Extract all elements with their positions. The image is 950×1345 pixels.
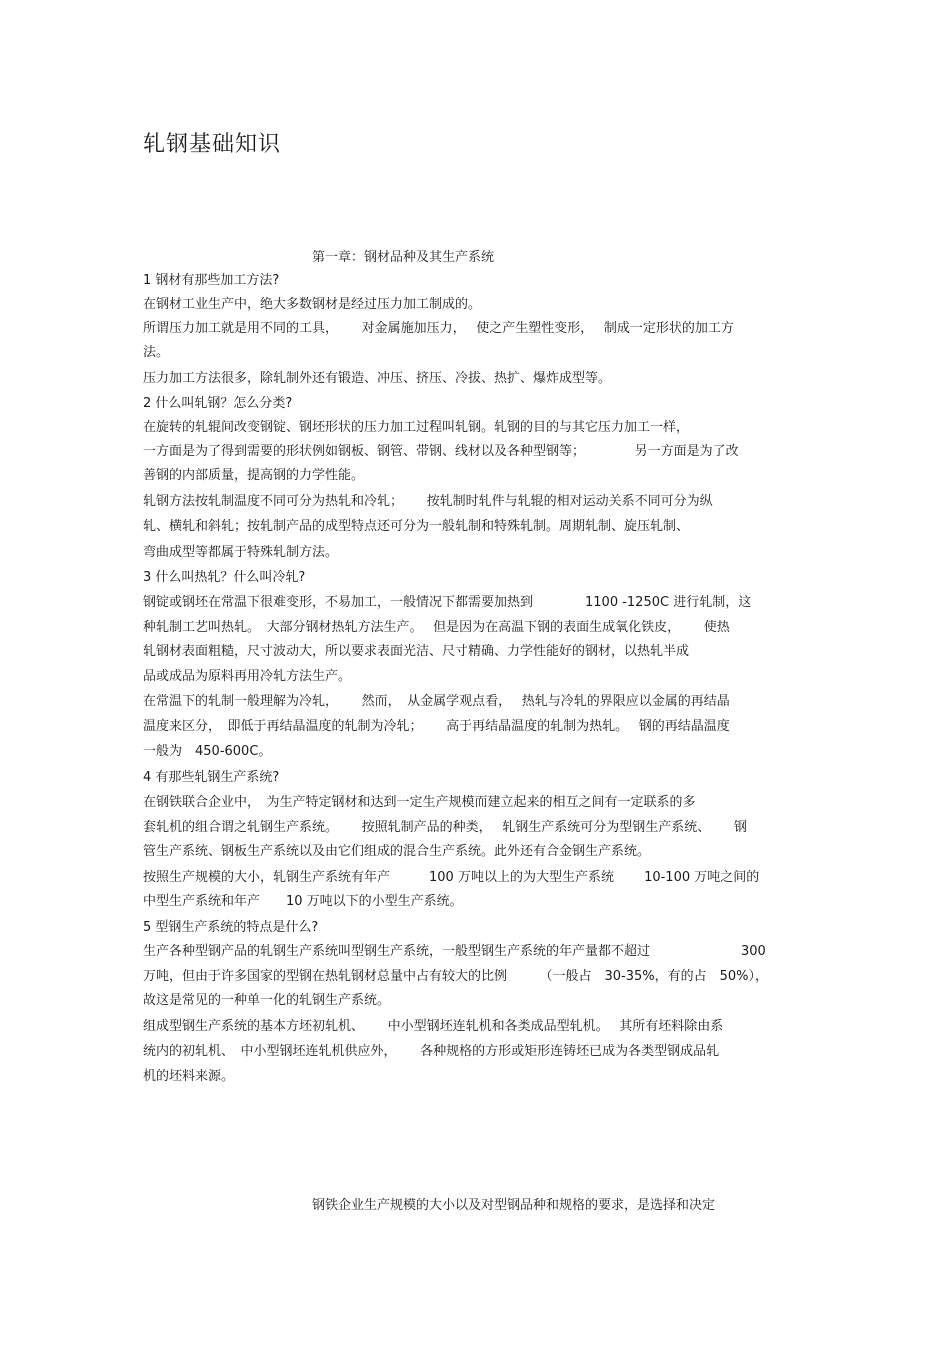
paragraph-line: 法。	[143, 345, 170, 360]
question-heading: 2 什么叫轧钢？怎么分类?	[143, 396, 293, 411]
paragraph-line: 在钢材工业生产中，绝大多数钢材是经过压力加工制成的。	[143, 297, 482, 312]
paragraph-line: 所谓压力加工就是用不同的工具， 对金属施加压力， 使之产生塑性变形， 制成一定形状的加工方	[143, 321, 734, 336]
question-heading: 1 钢材有那些加工方法?	[143, 273, 280, 288]
question-heading: 4 有那些轧钢生产系统?	[143, 770, 280, 785]
paragraph-line: 轧、横轧和斜轧；按轧制产品的成型特点还可分为一般轧制和特殊轧制。周期轧制、旋压轧制、	[143, 519, 690, 534]
paragraph-line: 生产各种型钢产品的轧钢生产系统叫型钢生产系统，一般型钢生产系统的年产量都不超过 300	[143, 944, 766, 959]
paragraph-line: 在钢铁联合企业中， 为生产特定钢材和达到一定生产规模而建立起来的相互之间有一定联系的多	[143, 795, 696, 810]
paragraph-line: 套轧机的组合谓之轧钢生产系统。 按照轧制产品的种类， 轧钢生产系统可分为型钢生产系统、 钢	[143, 820, 747, 835]
paragraph-line: 钢锭或钢坯在常温下很难变形，不易加工，一般情况下都需要加热到 1100 -1250C 进行轧制，这	[143, 595, 752, 610]
paragraph-line: 弯曲成型等都属于特殊轧制方法。	[143, 545, 339, 560]
paragraph-line: 统内的初轧机、 中小型钢坯连轧机供应外， 各种规格的方形或矩形连铸坯已成为各类型钢成品轧	[143, 1044, 720, 1059]
paragraph-line: 万吨，但由于许多国家的型钢在热轧钢材总量中占有较大的比例 （一般占 30-35%，有的占 50%），	[143, 969, 769, 984]
paragraph-line: 一方面是为了得到需要的形状例如钢板、钢管、带钢、线材以及各种型钢等； 另一方面是为了改	[143, 444, 739, 459]
document-title: 轧钢基础知识	[143, 132, 282, 157]
continuation-line: 钢铁企业生产规模的大小以及对型钢品种和规格的要求，是选择和决定	[312, 1198, 716, 1213]
paragraph-line: 品或成品为原料再用冷轧方法生产。	[143, 669, 352, 684]
paragraph-line: 温度来区分， 即低于再结晶温度的轧制为冷轧； 高于再结晶温度的轧制为热轧。 钢的再结晶温度	[143, 719, 730, 734]
chapter-heading: 第一章：钢材品种及其生产系统	[312, 250, 495, 265]
paragraph-line: 在旋转的轧辊间改变钢锭、钢坯形状的压力加工过程叫轧钢。轧钢的目的与其它压力加工一样，	[143, 420, 690, 435]
paragraph-line: 压力加工方法很多，除轧制外还有锻造、冲压、挤压、冷拔、热扩、爆炸成型等。	[143, 371, 612, 386]
question-heading: 5 型钢生产系统的特点是什么?	[143, 920, 319, 935]
paragraph-line: 组成型钢生产系统的基本方坯初轧机、 中小型钢坯连轧机和各类成品型轧机。 其所有坯料除由系	[143, 1019, 724, 1034]
paragraph-line: 一般为 450-600C。	[143, 744, 272, 759]
paragraph-line: 种轧制工艺叫热轧。 大部分钢材热轧方法生产。 但是因为在高温下钢的表面生成氧化铁皮， 使热	[143, 620, 730, 635]
paragraph-line: 在常温下的轧制一般理解为冷轧， 然而， 从金属学观点看， 热轧与冷轧的界限应以金属的再结晶	[143, 694, 730, 709]
paragraph-line: 管生产系统、钢板生产系统以及由它们组成的混合生产系统。此外还有合金钢生产系统。	[143, 844, 651, 859]
paragraph-line: 轧钢方法按轧制温度不同可分为热轧和冷轧； 按轧制时轧件与轧辊的相对运动关系不同可分为纵	[143, 494, 713, 509]
paragraph-line: 故这是常见的一种单一化的轧钢生产系统。	[143, 993, 391, 1008]
paragraph-line: 轧钢材表面粗糙，尺寸波动大，所以要求表面光洁、尺寸精确、力学性能好的钢材，以热轧半成	[143, 644, 690, 659]
question-heading: 3 什么叫热轧？什么叫冷轧?	[143, 570, 306, 585]
paragraph-line: 机的坯料来源。	[143, 1069, 235, 1084]
paragraph-line: 善钢的内部质量，提高钢的力学性能。	[143, 468, 365, 483]
paragraph-line: 按照生产规模的大小，轧钢生产系统有年产 100 万吨以上的为大型生产系统 10-100 万吨之间的	[143, 870, 760, 885]
paragraph-line: 中型生产系统和年产 10 万吨以下的小型生产系统。	[143, 894, 463, 909]
